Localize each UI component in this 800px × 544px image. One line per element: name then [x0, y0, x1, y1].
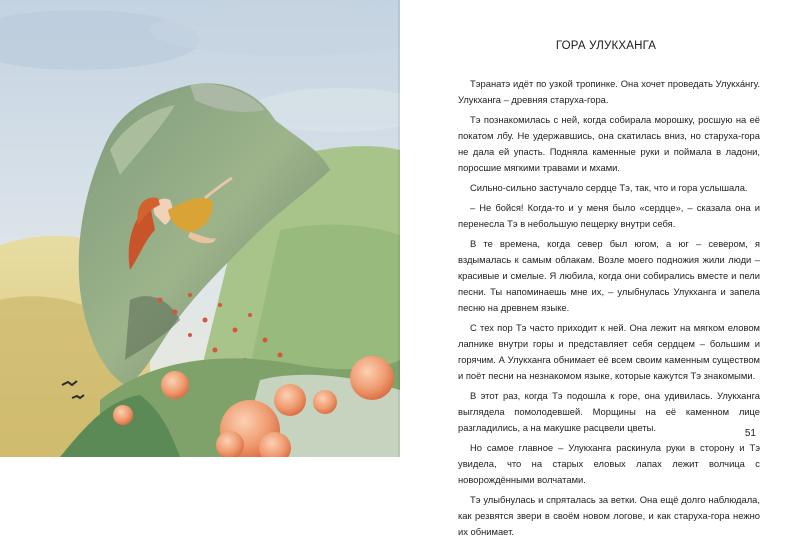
- illustration-artwork: [0, 0, 400, 457]
- paragraph: В те времена, когда север был югом, а юг – севером, я вздымалась к самым облакам. Возле моего подножия жили люди – красивые и смелые. Я любила, когда они собирались вместе и пели песни. Ты напоминаешь мне их, – улыбнулась Улукханга и запела песню на древнем языке.: [458, 238, 760, 313]
- paragraph: С тех пор Тэ часто приходит к ней. Она лежит на мягком еловом лапнике внутри горы и представляет себя сердцем – большим и горячим. А Улукханга обнимает её всем своим каменным существом и поёт песни на незнакомом языке, которые кажутся Тэ знакомыми.: [458, 322, 760, 381]
- page-number: 51: [744, 428, 756, 439]
- paragraph: Тэранатэ идёт по узкой тропинке. Она хочет проведать Улукха́нгу. Улукханга – древняя старуха-гора.: [458, 78, 760, 105]
- illustration: [0, 0, 400, 457]
- paragraph: – Не бойся! Когда-то и у меня было «сердце», – сказала она и перенесла Тэ в небольшую пещерку внутри себя.: [458, 202, 760, 229]
- paragraph: Но самое главное – Улукханга раскинула руки в сторону и Тэ увидела, что на старых еловых лапах лежит волчица с новорождёнными волчатами.: [458, 442, 760, 485]
- text-page: [400, 0, 800, 537]
- story-text: [458, 76, 760, 544]
- chapter-title: ГОРА УЛУКХАНГА: [555, 40, 657, 52]
- paragraph: Тэ улыбнулась и спряталась за ветки. Она ещё долго наблюдала, как резвятся звери в своём новом логове, и как старуха-гора нежно их обнимает.: [458, 494, 760, 537]
- paragraph: Сильно-сильно застучало сердце Тэ, так, что и гора услышала.: [470, 182, 748, 193]
- paragraph: В этот раз, когда Тэ подошла к горе, она удивилась. Улукханга выглядела помолодевшей. Морщины на её каменном лице разгладились, а на макушке расцвели цветы.: [458, 390, 760, 433]
- paragraph: Тэ познакомилась с ней, когда собирала морошку, росшую на её покатом лбу. Не удержавшись, она скатилась вниз, но старуха-гора не дала ей упасть. Подняла каменные руки и поймала в ладони, поросшие мягкими травами и мхами.: [458, 114, 760, 173]
